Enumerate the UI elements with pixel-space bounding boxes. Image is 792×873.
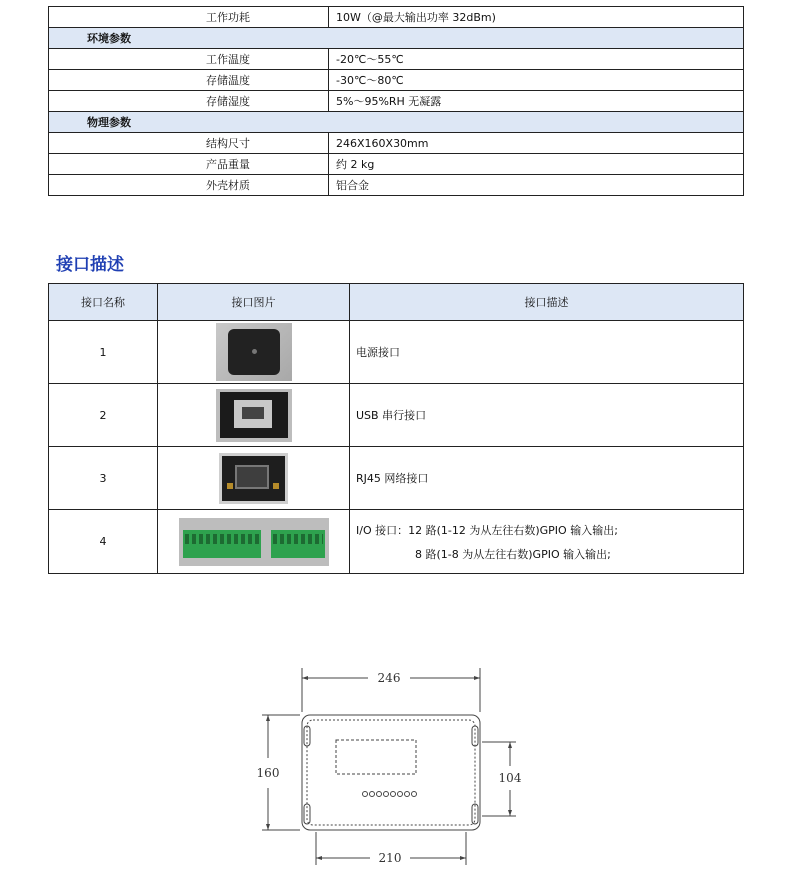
- spec-value: -20℃～55℃: [329, 49, 744, 70]
- interface-description: [350, 510, 744, 574]
- spec-row: [49, 154, 744, 175]
- spec-value: 246X160X30mm: [329, 133, 744, 154]
- spec-key: 产品重量: [49, 154, 329, 175]
- spec-key: 存储温度: [49, 70, 329, 91]
- dimension-drawing: [250, 660, 540, 870]
- hole-width-dimension-label: 210: [378, 851, 402, 865]
- height-dimension-label: 160: [256, 766, 280, 780]
- spec-value: 5%～95%RH 无凝露: [329, 91, 744, 112]
- interface-number: 1: [49, 321, 158, 384]
- header-interface-name: 接口名称: [49, 284, 158, 321]
- io-description-line: 8 路(1-8 为从左往右数)GPIO 输入输出;: [415, 547, 611, 561]
- interface-photo-cell: [158, 321, 350, 384]
- io-description-line: I/O 接口：12 路(1-12 为从左往右数)GPIO 输入输出;: [356, 523, 618, 537]
- spec-row: [49, 175, 744, 196]
- usb-port-photo: [216, 389, 292, 442]
- spec-value: 约 2 kg: [329, 154, 744, 175]
- spec-key: 外壳材质: [49, 175, 329, 196]
- spec-key: 存储湿度: [49, 91, 329, 112]
- interface-row: [49, 447, 744, 510]
- spec-key: 结构尺寸: [49, 133, 329, 154]
- spec-section-title: 物理参数: [49, 112, 744, 133]
- spec-row: [49, 133, 744, 154]
- spec-key: 工作温度: [49, 49, 329, 70]
- interface-row: [49, 510, 744, 574]
- header-interface-photo: 接口图片: [158, 284, 350, 321]
- spec-row: [49, 91, 744, 112]
- hole-height-dimension-label: 104: [498, 771, 522, 785]
- spec-value: -30℃～80℃: [329, 70, 744, 91]
- interface-number: 3: [49, 447, 158, 510]
- interface-description: USB 串行接口: [350, 384, 744, 447]
- interface-photo-cell: [158, 447, 350, 510]
- spec-row: [49, 70, 744, 91]
- power-connector-photo: [216, 323, 292, 381]
- spec-key: 工作功耗: [49, 7, 329, 28]
- spec-row: [49, 49, 744, 70]
- spec-row: [49, 7, 744, 28]
- spec-value: 10W（@最大输出功率 32dBm): [329, 7, 744, 28]
- terminal-block-photo: [179, 518, 329, 566]
- width-dimension-label: 246: [377, 671, 401, 685]
- interface-photo-cell: [158, 510, 350, 574]
- interface-number: 2: [49, 384, 158, 447]
- header-interface-desc: 接口描述: [350, 284, 744, 321]
- interface-photo-cell: [158, 384, 350, 447]
- rj45-port-photo: [219, 453, 288, 504]
- interface-row: [49, 384, 744, 447]
- spec-table: [48, 6, 744, 196]
- spec-section-row: [49, 112, 744, 133]
- interface-number: 4: [49, 510, 158, 574]
- spec-value: 铝合金: [329, 175, 744, 196]
- interface-header-row: [49, 284, 744, 321]
- interface-row: [49, 321, 744, 384]
- interface-description: RJ45 网络接口: [350, 447, 744, 510]
- interface-description: 电源接口: [350, 321, 744, 384]
- interface-table: [48, 283, 744, 574]
- spec-section-title: 环境参数: [49, 28, 744, 49]
- spec-section-row: [49, 28, 744, 49]
- section-heading: 接口描述: [56, 255, 124, 275]
